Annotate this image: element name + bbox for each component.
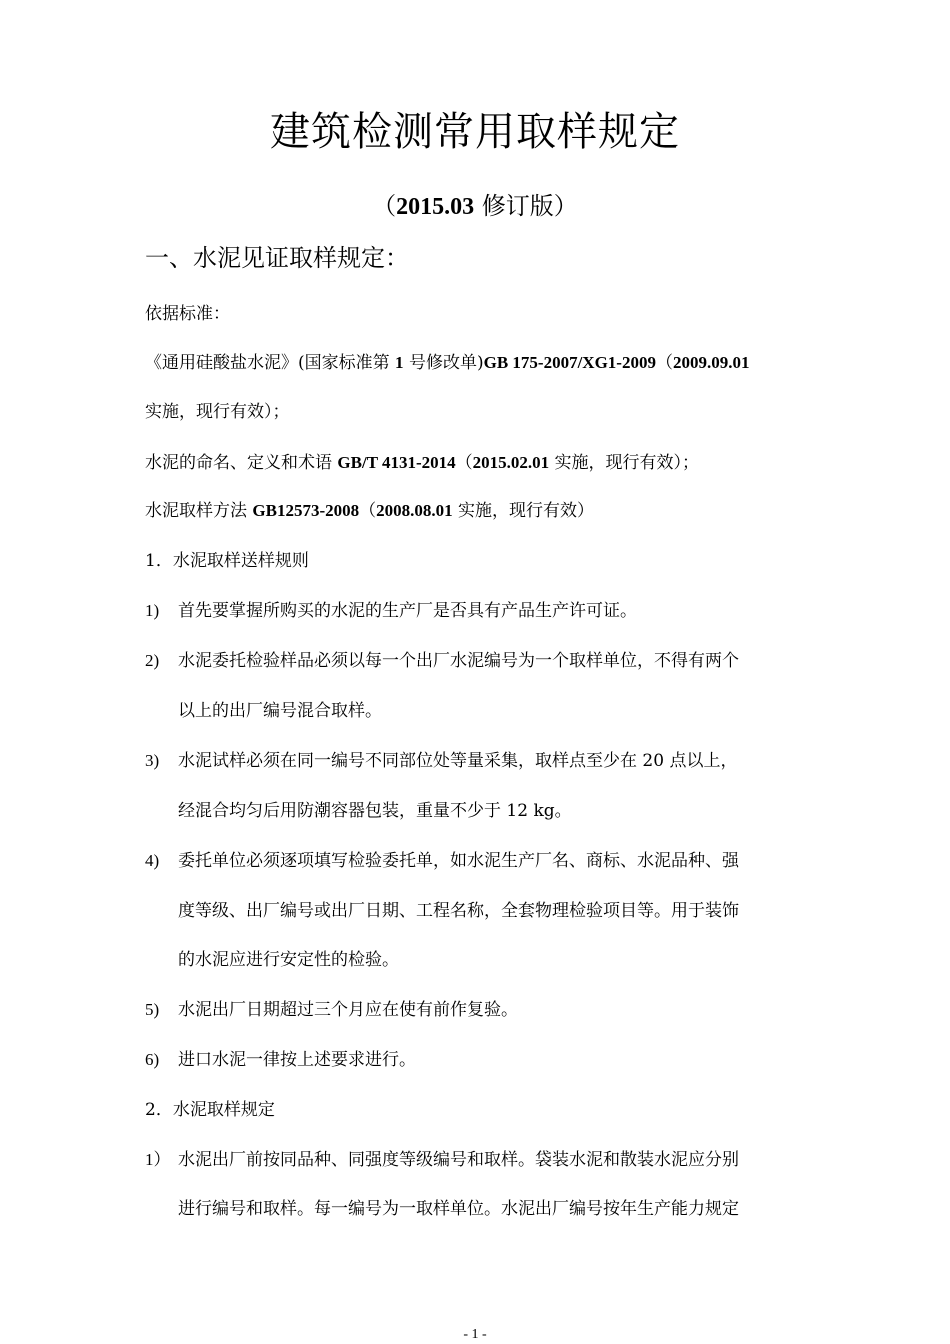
rule-number: 5) [145, 1000, 160, 1019]
rule-text: 委托单位必须逐项填写检验委托单，如水泥生产厂名、商标、水泥品种、强 [178, 851, 739, 871]
rule-text: 以上的出厂编号混合取样。 [178, 701, 382, 721]
rule-number: 2) [145, 651, 160, 670]
section-heading-cement: 一、水泥见证取样规定： [145, 244, 409, 272]
rule-text: 进行编号和取样。每一编号为一取样单位。水泥出厂编号按年生产能力规定 [178, 1199, 739, 1219]
standard-2: 水泥的命名、定义和术语 GB/T 4131-2014（2015.02.01 实施，现行有效）； [145, 453, 700, 473]
document-title: 建筑检测常用取样规定 [270, 109, 680, 155]
subtitle-version-number: 2015.03 [396, 194, 475, 220]
subtitle-open-paren: （ [372, 192, 397, 220]
standard-1-line-2: 实施，现行有效）； [145, 402, 290, 422]
subsection-sampling-rules: 1．水泥取样送样规则 [145, 551, 309, 571]
subsection-sampling-regulations: 2．水泥取样规定 [145, 1100, 275, 1120]
rule-text: 的水泥应进行安定性的检验。 [178, 950, 399, 970]
rule-number: 6) [145, 1050, 160, 1069]
rule-number: 1) [145, 601, 160, 620]
rule-text: 进口水泥一律按上述要求进行。 [178, 1050, 416, 1070]
rule-number: 3) [145, 751, 160, 770]
subtitle-version-label: 修订版） [474, 192, 578, 220]
rule-text: 水泥出厂前按同品种、同强度等级编号和取样。袋装水泥和散装水泥应分别 [178, 1150, 739, 1170]
rule-text: 首先要掌握所购买的水泥的生产厂是否具有产品生产许可证。 [178, 601, 637, 621]
rule-text: 经混合均匀后用防潮容器包装，重量不少于 12 kg。 [178, 801, 572, 821]
rule-text: 水泥委托检验样品必须以每一个出厂水泥编号为一个取样单位，不得有两个 [178, 651, 739, 671]
rule-number: 4) [145, 851, 160, 870]
rule-text: 水泥试样必须在同一编号不同部位处等量采集，取样点至少在 20 点以上， [178, 751, 738, 771]
rule-number: 1） [145, 1150, 171, 1169]
rule-text: 水泥出厂日期超过三个月应在使有前作复验。 [178, 1000, 518, 1020]
document-subtitle [0, 188, 950, 225]
standard-1-line-1: 《通用硅酸盐水泥》(国家标准第 1 号修改单)GB 175-2007/XG1-2009（2009.09.01 [145, 353, 750, 373]
page-number: - 1 - [463, 1327, 487, 1342]
rule-text: 度等级、出厂编号或出厂日期、工程名称，全套物理检验项目等。用于装饰 [178, 901, 739, 921]
basis-label: 依据标准： [145, 304, 230, 324]
standard-3: 水泥取样方法 GB12573-2008（2008.08.01 实施，现行有效） [145, 501, 595, 521]
